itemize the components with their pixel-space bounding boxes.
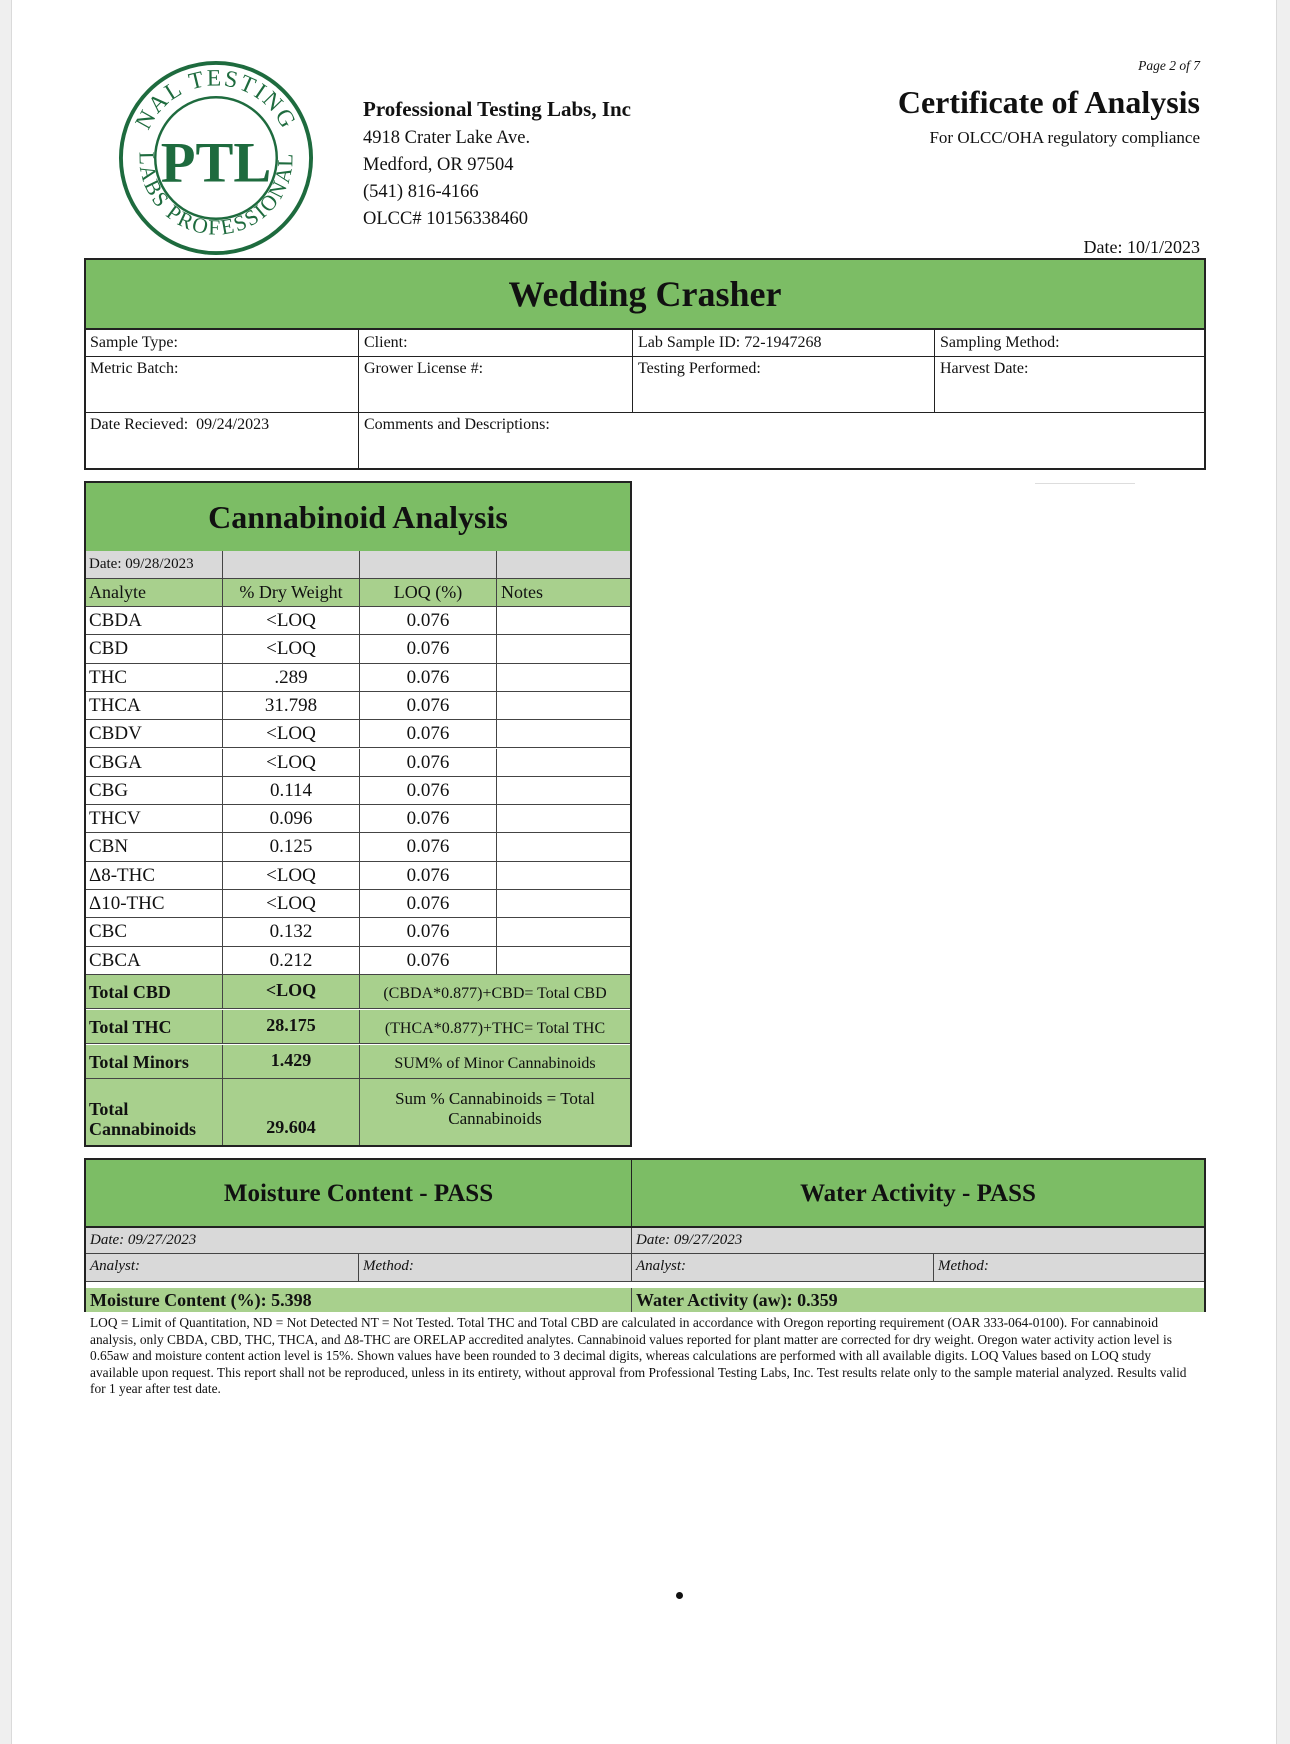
sampling-method-label: Sampling Method:	[940, 334, 1060, 351]
testing-performed-label: Testing Performed:	[638, 360, 761, 377]
company-name: Professional Testing Labs, Inc	[363, 97, 632, 121]
loq-cell: 0.076	[360, 805, 497, 832]
table-row	[86, 805, 630, 833]
loq-cell: 0.076	[360, 947, 497, 974]
analyte-cell: THC	[86, 664, 223, 691]
loq-cell: 0.076	[360, 890, 497, 917]
logo-bottom-text: LABS PROFESSIONAL	[134, 151, 298, 240]
dry-weight-cell: 0.114	[223, 777, 360, 804]
total-row	[86, 1045, 630, 1079]
divider	[358, 328, 359, 468]
analyte-cell: CBCA	[86, 947, 223, 974]
product-name: Wedding Crasher	[86, 260, 1204, 330]
moisture-date: Date: 09/27/2023	[86, 1228, 632, 1254]
analyte-cell: CBC	[86, 918, 223, 945]
notes-cell	[497, 777, 630, 804]
table-row	[86, 664, 630, 692]
col-dry-weight: % Dry Weight	[223, 579, 360, 606]
divider	[86, 356, 1204, 357]
notes-cell	[497, 607, 630, 634]
loq-cell: 0.076	[360, 607, 497, 634]
notes-cell	[497, 749, 630, 776]
bullet-dot	[676, 1592, 683, 1599]
loq-cell: 0.076	[360, 862, 497, 889]
col-loq: LOQ (%)	[360, 579, 497, 606]
divider	[86, 412, 1204, 413]
table-row	[86, 918, 630, 946]
grower-license-label: Grower License #:	[364, 360, 484, 377]
analyte-cell: THCV	[86, 805, 223, 832]
loq-cell: 0.076	[360, 749, 497, 776]
moisture-title: Moisture Content - PASS	[86, 1160, 632, 1228]
loq-cell: 0.076	[360, 692, 497, 719]
analyte-cell: CBN	[86, 833, 223, 860]
table-row	[86, 692, 630, 720]
total-row	[86, 1010, 630, 1044]
header-row	[86, 579, 630, 607]
moisture-analyst: Analyst:	[86, 1254, 359, 1282]
dry-weight-cell: 31.798	[223, 692, 360, 719]
total-label: Total CBD	[86, 975, 223, 1008]
analyte-cell: CBD	[86, 635, 223, 662]
dry-weight-cell: 0.096	[223, 805, 360, 832]
company-phone: (541) 816-4166	[363, 182, 479, 202]
company-address-line1: 4918 Crater Lake Ave.	[363, 128, 531, 148]
moisture-result: Moisture Content (%): 5.398	[86, 1288, 632, 1312]
loq-cell: 0.076	[360, 833, 497, 860]
dry-weight-cell: .289	[223, 664, 360, 691]
svg-text:NAL TESTING	[131, 65, 302, 133]
loq-cell: 0.076	[360, 720, 497, 747]
date-received	[86, 414, 273, 436]
empty-cell	[497, 551, 630, 578]
cannabinoid-analysis-table	[84, 481, 632, 1147]
notes-cell	[497, 890, 630, 917]
analyte-cell: CBGA	[86, 749, 223, 776]
water-method: Method:	[934, 1254, 1204, 1282]
dry-weight-cell: 0.212	[223, 947, 360, 974]
analyte-cell: CBDV	[86, 720, 223, 747]
divider	[632, 328, 633, 412]
lab-sample-id: Lab Sample ID: 72-1947268	[638, 334, 822, 351]
left-page-edge	[0, 0, 12, 1744]
footer-notes: LOQ = Limit of Quantitation, ND = Not Detected NT = Not Tested. Total THC and Total CBD are calculated in accordance with Oregon reporting requirement (OAR 333-064-0100). For cannabinoid analysis, only CBDA, CBD, THC, THCA, and Δ8-THC are ORELAP accredited analytes. Cannabinoid values reported for plant matter are corrected for dry weight. Oregon water activity action level is 0.65aw and moisture content action level is 15%. Shown values have been rounded to 3 decimal digits, whereas calculations are performed with all available digits. LOQ Values based on LOQ study available upon request. This report shall not be reproduced, unless in its entirety, without approval from Professional Testing Labs, Inc. Test results relate only to the sample material analyzed. Results valid for 1 year after test date.	[90, 1315, 1187, 1396]
total-formula: SUM% of Minor Cannabinoids	[394, 1055, 596, 1072]
table-row	[86, 947, 630, 975]
notes-cell	[497, 805, 630, 832]
client-label: Client:	[364, 334, 408, 351]
loq-cell: 0.076	[360, 635, 497, 662]
harvest-date-label: Harvest Date:	[940, 360, 1029, 377]
cannabinoid-title: Cannabinoid Analysis	[86, 483, 630, 553]
col-analyte: Analyte	[86, 579, 223, 606]
date-received-value: 09/24/2023	[196, 416, 270, 433]
cannabinoid-date: Date: 09/28/2023	[86, 551, 223, 578]
metric-batch-label: Metric Batch:	[90, 360, 179, 377]
dry-weight-cell: <LOQ	[223, 890, 360, 917]
loq-cell: 0.076	[360, 918, 497, 945]
total-cannabinoids-formula	[360, 1079, 630, 1145]
table-row	[86, 833, 630, 861]
dry-weight-cell: 0.125	[223, 833, 360, 860]
water-analyst: Analyst:	[632, 1254, 934, 1282]
notes-cell	[497, 635, 630, 662]
dry-weight-cell: <LOQ	[223, 862, 360, 889]
total-value: <LOQ	[223, 975, 360, 1008]
total-cannabinoids-value: 29.604	[223, 1079, 360, 1145]
dry-weight-cell: 0.132	[223, 918, 360, 945]
formula-line1: Sum % Cannabinoids = Total	[395, 1089, 595, 1108]
formula-line2: Cannabinoids	[448, 1109, 542, 1128]
water-date: Date: 09/27/2023	[632, 1228, 1204, 1254]
analyte-cell: CBDA	[86, 607, 223, 634]
total-row	[86, 975, 630, 1009]
sample-info-box	[84, 258, 1206, 470]
logo-top-text: NAL TESTING	[130, 65, 302, 134]
total-label: Total THC	[86, 1010, 223, 1043]
col-notes: Notes	[501, 582, 543, 602]
moisture-method: Method:	[359, 1254, 632, 1282]
table-row	[86, 635, 630, 663]
company-info	[363, 96, 631, 233]
notes-cell	[497, 833, 630, 860]
empty-cell	[223, 551, 360, 578]
total-formula: (CBDA*0.877)+CBD= Total CBD	[383, 985, 607, 1002]
water-activity-title: Water Activity - PASS	[632, 1160, 1204, 1228]
analyte-cell: THCA	[86, 692, 223, 719]
loq-cell: 0.076	[360, 777, 497, 804]
document-title: Certificate of Analysis	[897, 84, 1200, 120]
report-date: Date: 10/1/2023	[1083, 237, 1200, 257]
notes-cell	[497, 947, 630, 974]
total-label-line1: Total	[89, 1099, 129, 1119]
right-page-edge	[1276, 0, 1290, 1744]
dry-weight-cell: <LOQ	[223, 635, 360, 662]
date-received-label: Date Recieved:	[90, 416, 189, 433]
table-row	[86, 720, 630, 748]
analyte-cell: CBG	[86, 777, 223, 804]
ptl-logo-seal	[118, 60, 314, 256]
logo-monogram: PTL	[160, 131, 272, 195]
table-row	[86, 607, 630, 635]
sample-type-label: Sample Type:	[90, 334, 178, 351]
company-olcc-number: OLCC# 10156338460	[363, 209, 528, 229]
total-value: 28.175	[223, 1010, 360, 1043]
dry-weight-cell: <LOQ	[223, 749, 360, 776]
notes-cell	[497, 918, 630, 945]
company-address-line2: Medford, OR 97504	[363, 155, 514, 175]
moisture-water-box	[84, 1158, 1206, 1312]
table-row	[86, 777, 630, 805]
comments-label: Comments and Descriptions:	[364, 416, 550, 433]
date-row	[86, 551, 630, 579]
total-formula: (THCA*0.877)+THC= Total THC	[384, 1020, 606, 1037]
faint-mark	[1035, 483, 1135, 484]
analyte-cell: Δ8-THC	[86, 862, 223, 889]
empty-cell	[360, 551, 497, 578]
water-activity-result: Water Activity (aw): 0.359	[632, 1288, 1204, 1312]
notes-cell	[497, 692, 630, 719]
table-row	[86, 749, 630, 777]
total-value: 1.429	[223, 1045, 360, 1078]
total-label: Total Minors	[86, 1045, 223, 1078]
notes-cell	[497, 664, 630, 691]
page-number: Page 2 of 7	[1138, 58, 1200, 73]
total-cannabinoids-label	[86, 1079, 223, 1145]
table-row	[86, 890, 630, 918]
analyte-cell: Δ10-THC	[86, 890, 223, 917]
total-cannabinoids-row	[86, 1079, 630, 1145]
loq-cell: 0.076	[360, 664, 497, 691]
notes-cell	[497, 720, 630, 747]
dry-weight-cell: <LOQ	[223, 720, 360, 747]
document-subtitle: For OLCC/OHA regulatory compliance	[929, 128, 1200, 147]
total-label-line2: Cannabinoids	[89, 1119, 197, 1139]
notes-cell	[497, 862, 630, 889]
dry-weight-cell: <LOQ	[223, 607, 360, 634]
divider	[934, 328, 935, 412]
table-row	[86, 862, 630, 890]
